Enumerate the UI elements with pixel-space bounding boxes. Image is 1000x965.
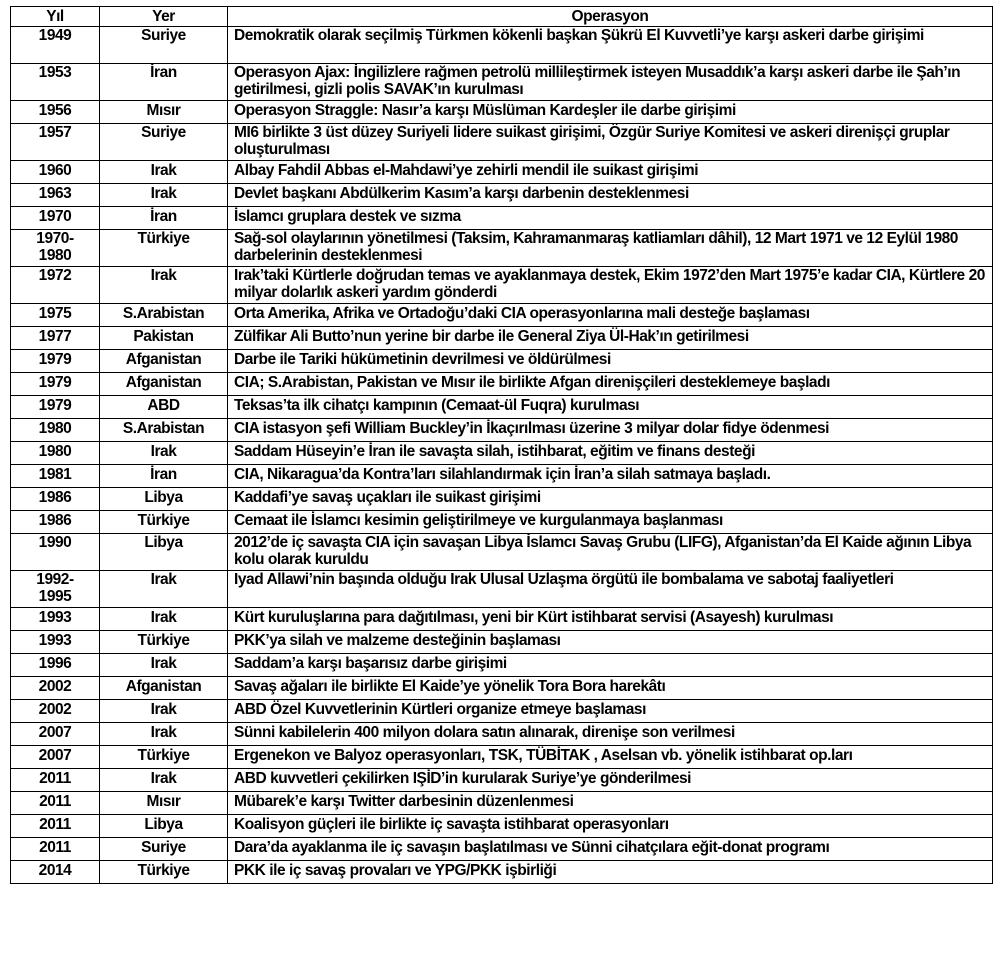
operation-cell: 2012’de iç savaşta CIA için savaşan Libya İslamcı Savaş Grubu (LIFG), Afganistan’da El Kaide ağının Libya kolu olarak kuruldu [228, 534, 993, 571]
operation-cell: CIA istasyon şefi William Buckley’in İkaçırılması üzerine 3 milyar dolar fidye ödenmesi [228, 419, 993, 442]
operation-cell: Ergenekon ve Balyoz operasyonları, TSK, TÜBİTAK , Aselsan vb. yönelik istihbarat op.ları [228, 746, 993, 769]
operation-cell: Orta Amerika, Afrika ve Ortadoğu’daki CIA operasyonlarına mali desteğe başlaması [228, 304, 993, 327]
operation-cell: PKK ile iç savaş provaları ve YPG/PKK işbirliği [228, 861, 993, 884]
table-row [11, 396, 993, 419]
table-row [11, 769, 993, 792]
operation-cell: Kürt kuruluşlarına para dağıtılması, yeni bir Kürt istihbarat servisi (Asayesh) kurulması [228, 608, 993, 631]
year-cell: 1996 [11, 654, 100, 677]
year-cell: 1957 [11, 124, 100, 161]
table-row [11, 534, 993, 571]
table-row [11, 654, 993, 677]
place-cell: ABD [100, 396, 228, 419]
year-cell: 1993 [11, 608, 100, 631]
place-cell: Irak [100, 608, 228, 631]
place-cell: İran [100, 207, 228, 230]
operation-cell: CIA, Nikaragua’da Kontra’ları silahlandırmak için İran’a silah satmaya başladı. [228, 465, 993, 488]
place-cell: Mısır [100, 101, 228, 124]
place-cell: Irak [100, 161, 228, 184]
year-cell: 1963 [11, 184, 100, 207]
place-cell: Suriye [100, 838, 228, 861]
table-row [11, 27, 993, 64]
table-body [11, 27, 993, 884]
year-cell: 1975 [11, 304, 100, 327]
operation-cell: Dara’da ayaklanma ile iç savaşın başlatılması ve Sünni cihatçılara eğit-donat programı [228, 838, 993, 861]
table-row [11, 161, 993, 184]
year-cell: 1980 [11, 442, 100, 465]
table-row [11, 838, 993, 861]
table-row [11, 631, 993, 654]
year-cell: 1992- 1995 [11, 571, 100, 608]
year-cell: 1980 [11, 419, 100, 442]
table-row [11, 207, 993, 230]
year-cell: 1990 [11, 534, 100, 571]
operation-cell: İslamcı gruplara destek ve sızma [228, 207, 993, 230]
table-row [11, 608, 993, 631]
place-cell: S.Arabistan [100, 419, 228, 442]
operation-cell: Koalisyon güçleri ile birlikte iç savaşta istihbarat operasyonları [228, 815, 993, 838]
year-cell: 1970 [11, 207, 100, 230]
operation-cell: Sünni kabilelerin 400 milyon dolara satın alınarak, direnişe son verilmesi [228, 723, 993, 746]
place-cell: Suriye [100, 124, 228, 161]
operation-cell: Darbe ile Tariki hükümetinin devrilmesi ve öldürülmesi [228, 350, 993, 373]
place-cell: Irak [100, 267, 228, 304]
table-row [11, 488, 993, 511]
operation-cell: Savaş ağaları ile birlikte El Kaide’ye yönelik Tora Bora harekâtı [228, 677, 993, 700]
place-cell: Mısır [100, 792, 228, 815]
place-cell: Irak [100, 700, 228, 723]
operation-cell: Irak’taki Kürtlerle doğrudan temas ve ayaklanmaya destek, Ekim 1972’den Mart 1975’e kadar CIA, Kürtlere 20 milyar dolarlık askeri yardım gönderdi [228, 267, 993, 304]
operation-cell: Iyad Allawi’nin başında olduğu Irak Ulusal Uzlaşma örgütü ile bombalama ve sabotaj faaliyetleri [228, 571, 993, 608]
place-cell: Türkiye [100, 746, 228, 769]
operation-cell: Cemaat ile İslamcı kesimin geliştirilmeye ve kurgulanmaya başlanması [228, 511, 993, 534]
place-cell: Irak [100, 654, 228, 677]
operation-cell: Mübarek’e karşı Twitter darbesinin düzenlenmesi [228, 792, 993, 815]
year-cell: 2014 [11, 861, 100, 884]
table-row [11, 861, 993, 884]
place-cell: Türkiye [100, 631, 228, 654]
year-cell: 2002 [11, 677, 100, 700]
place-cell: Türkiye [100, 861, 228, 884]
year-cell: 1979 [11, 350, 100, 373]
place-cell: Libya [100, 488, 228, 511]
place-cell: Irak [100, 769, 228, 792]
operation-cell: Albay Fahdil Abbas el-Mahdawi’ye zehirli mendil ile suikast girişimi [228, 161, 993, 184]
year-cell: 2011 [11, 792, 100, 815]
table-row [11, 792, 993, 815]
year-cell: 1979 [11, 396, 100, 419]
operation-cell: Teksas’ta ilk cihatçı kampının (Cemaat-ül Fuqra) kurulması [228, 396, 993, 419]
place-cell: İran [100, 64, 228, 101]
operation-cell: Saddam Hüseyin’e İran ile savaşta silah, istihbarat, eğitim ve finans desteği [228, 442, 993, 465]
table-row [11, 327, 993, 350]
place-cell: İran [100, 465, 228, 488]
table-row [11, 677, 993, 700]
place-cell: Afganistan [100, 677, 228, 700]
operation-cell: Sağ-sol olaylarının yönetilmesi (Taksim, Kahramanmaraş katliamları dâhil), 12 Mart 1971 ve 12 Eylül 1980 darbelerinin desteklenmesi [228, 230, 993, 267]
place-cell: Türkiye [100, 511, 228, 534]
header-operation: Operasyon [228, 7, 993, 27]
year-cell: 1949 [11, 27, 100, 64]
place-cell: S.Arabistan [100, 304, 228, 327]
year-cell: 1993 [11, 631, 100, 654]
table-row [11, 304, 993, 327]
place-cell: Libya [100, 534, 228, 571]
year-cell: 2011 [11, 838, 100, 861]
operation-cell: PKK’ya silah ve malzeme desteğinin başlaması [228, 631, 993, 654]
table-row [11, 64, 993, 101]
table-row [11, 571, 993, 608]
operations-table-container [10, 6, 992, 884]
table-row [11, 746, 993, 769]
place-cell: Afganistan [100, 350, 228, 373]
table-row [11, 511, 993, 534]
operation-cell: Saddam’a karşı başarısız darbe girişimi [228, 654, 993, 677]
place-cell: Afganistan [100, 373, 228, 396]
operation-cell: MI6 birlikte 3 üst düzey Suriyeli lidere suikast girişimi, Özgür Suriye Komitesi ve askeri direnişçi gruplar oluşturulması [228, 124, 993, 161]
table-row [11, 465, 993, 488]
operation-cell: ABD kuvvetleri çekilirken IŞİD’in kurularak Suriye’ye gönderilmesi [228, 769, 993, 792]
year-cell: 1986 [11, 488, 100, 511]
operation-cell: Devlet başkanı Abdülkerim Kasım’a karşı darbenin desteklenmesi [228, 184, 993, 207]
year-cell: 1956 [11, 101, 100, 124]
table-row [11, 723, 993, 746]
place-cell: Irak [100, 442, 228, 465]
operation-cell: Operasyon Straggle: Nasır’a karşı Müslüman Kardeşler ile darbe girişimi [228, 101, 993, 124]
table-row [11, 230, 993, 267]
place-cell: Irak [100, 184, 228, 207]
place-cell: Türkiye [100, 230, 228, 267]
place-cell: Suriye [100, 27, 228, 64]
table-row [11, 442, 993, 465]
year-cell: 1986 [11, 511, 100, 534]
table-row [11, 184, 993, 207]
operation-cell: Demokratik olarak seçilmiş Türkmen kökenli başkan Şükrü El Kuvvetli’ye karşı askeri darbe girişimi [228, 27, 993, 64]
year-cell: 2011 [11, 815, 100, 838]
year-cell: 2007 [11, 746, 100, 769]
year-cell: 2002 [11, 700, 100, 723]
table-row [11, 373, 993, 396]
year-cell: 1972 [11, 267, 100, 304]
operation-cell: Kaddafi’ye savaş uçakları ile suikast girişimi [228, 488, 993, 511]
place-cell: Libya [100, 815, 228, 838]
operation-cell: CIA; S.Arabistan, Pakistan ve Mısır ile birlikte Afgan direnişçileri desteklemeye başladı [228, 373, 993, 396]
year-cell: 1970- 1980 [11, 230, 100, 267]
place-cell: Irak [100, 723, 228, 746]
table-row [11, 419, 993, 442]
year-cell: 1960 [11, 161, 100, 184]
operation-cell: Zülfikar Ali Butto’nun yerine bir darbe ile General Ziya Ül-Hak’ın getirilmesi [228, 327, 993, 350]
year-cell: 2011 [11, 769, 100, 792]
operation-cell: ABD Özel Kuvvetlerinin Kürtleri organize etmeye başlaması [228, 700, 993, 723]
table-row [11, 101, 993, 124]
table-row [11, 267, 993, 304]
place-cell: Pakistan [100, 327, 228, 350]
year-cell: 1981 [11, 465, 100, 488]
place-cell: Irak [100, 571, 228, 608]
table-row [11, 350, 993, 373]
operations-table [10, 6, 993, 884]
table-header-row [11, 7, 993, 27]
table-row [11, 700, 993, 723]
year-cell: 1953 [11, 64, 100, 101]
header-place: Yer [100, 7, 228, 27]
table-row [11, 124, 993, 161]
year-cell: 2007 [11, 723, 100, 746]
year-cell: 1979 [11, 373, 100, 396]
operation-cell: Operasyon Ajax: İngilizlere rağmen petrolü millileştirmek isteyen Musaddık’a karşı askeri darbe ile Şah’ın getirilmesi, gizli polis SAVAK’ın kurulması [228, 64, 993, 101]
year-cell: 1977 [11, 327, 100, 350]
table-row [11, 815, 993, 838]
header-year: Yıl [11, 7, 100, 27]
